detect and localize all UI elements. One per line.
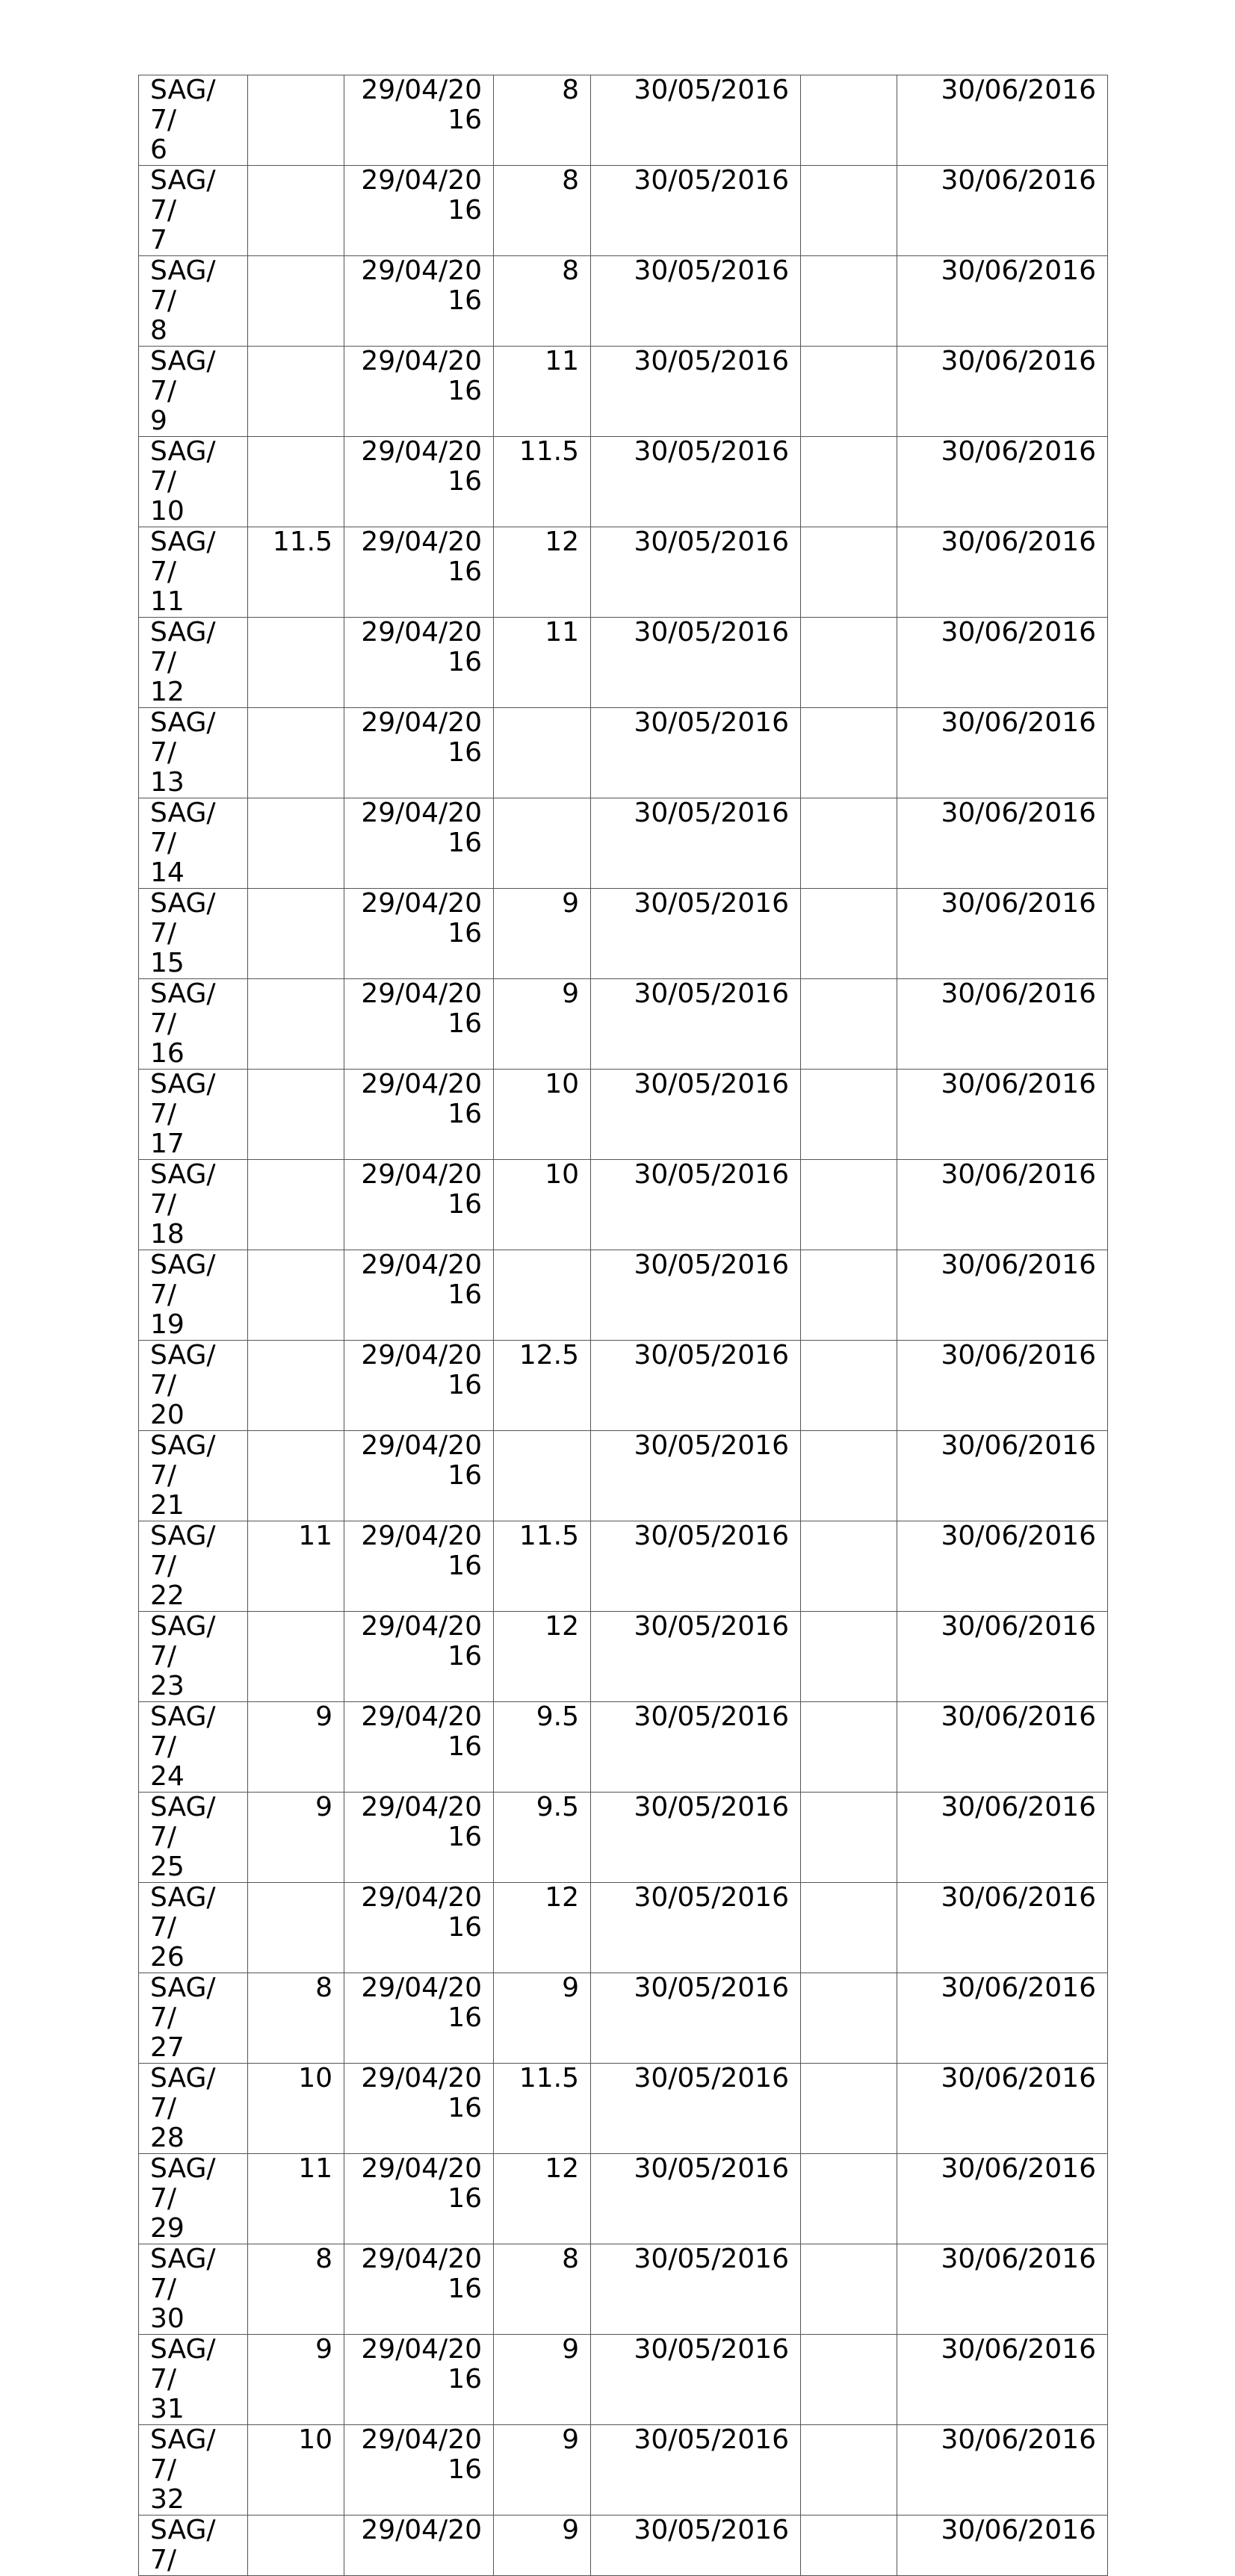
- cell-date-start: 29/04/20 16: [344, 527, 494, 618]
- cell-date-mid: 30/05/2016: [591, 1160, 801, 1250]
- cell-value-b: 9: [494, 2425, 591, 2516]
- table-row: [139, 1793, 1108, 1883]
- cell-date-mid: 30/05/2016: [591, 347, 801, 437]
- table-row: [139, 979, 1108, 1070]
- table-row: [139, 1250, 1108, 1341]
- cell-empty: [801, 979, 897, 1070]
- cell-id: SAG/7/ 7: [139, 166, 248, 256]
- cell-date-mid: 30/05/2016: [591, 798, 801, 889]
- cell-id: SAG/7/ 9: [139, 347, 248, 437]
- cell-date-mid: 30/05/2016: [591, 979, 801, 1070]
- cell-date-end: 30/06/2016: [897, 2335, 1108, 2425]
- cell-date-mid: 30/05/2016: [591, 1070, 801, 1160]
- cell-date-end: 30/06/2016: [897, 708, 1108, 798]
- table-row: [139, 889, 1108, 979]
- cell-value-a: [248, 437, 344, 527]
- cell-date-mid: 30/05/2016: [591, 1702, 801, 1793]
- cell-date-end: 30/06/2016: [897, 889, 1108, 979]
- cell-date-start: 29/04/20 16: [344, 256, 494, 347]
- cell-value-b: [494, 798, 591, 889]
- cell-date-start: 29/04/20 16: [344, 1883, 494, 1973]
- cell-value-b: [494, 1250, 591, 1341]
- cell-value-a: [248, 1612, 344, 1702]
- cell-empty: [801, 1341, 897, 1431]
- cell-date-end: 30/06/2016: [897, 166, 1108, 256]
- cell-id: SAG/7/ 30: [139, 2244, 248, 2335]
- cell-value-a: [248, 347, 344, 437]
- cell-value-b: 12: [494, 2154, 591, 2244]
- cell-date-start: 29/04/20 16: [344, 798, 494, 889]
- cell-empty: [801, 2244, 897, 2335]
- cell-date-end: 30/06/2016: [897, 256, 1108, 347]
- cell-date-end: 30/06/2016: [897, 527, 1108, 618]
- cell-date-mid: 30/05/2016: [591, 1612, 801, 1702]
- cell-date-start: 29/04/20 16: [344, 1612, 494, 1702]
- table-row: [139, 1883, 1108, 1973]
- cell-date-mid: 30/05/2016: [591, 618, 801, 708]
- cell-id: SAG/7/ 24: [139, 1702, 248, 1793]
- cell-value-b: 9.5: [494, 1702, 591, 1793]
- cell-value-a: 8: [248, 2244, 344, 2335]
- cell-value-b: 12: [494, 527, 591, 618]
- cell-value-b: 10: [494, 1070, 591, 1160]
- cell-date-start: 29/04/20 16: [344, 1341, 494, 1431]
- cell-date-mid: 30/05/2016: [591, 708, 801, 798]
- cell-id: SAG/7/ 14: [139, 798, 248, 889]
- cell-date-end: 30/06/2016: [897, 1250, 1108, 1341]
- cell-empty: [801, 1702, 897, 1793]
- table-row: [139, 437, 1108, 527]
- cell-empty: [801, 1793, 897, 1883]
- cell-value-b: 8: [494, 256, 591, 347]
- cell-value-b: 10: [494, 1160, 591, 1250]
- cell-date-start: 29/04/20 16: [344, 708, 494, 798]
- cell-value-a: [248, 2516, 344, 2576]
- cell-date-end: 30/06/2016: [897, 1612, 1108, 1702]
- table-row: [139, 2064, 1108, 2154]
- cell-date-start: 29/04/20 16: [344, 889, 494, 979]
- cell-date-start: 29/04/20 16: [344, 1973, 494, 2064]
- cell-id: SAG/7/ 11: [139, 527, 248, 618]
- cell-empty: [801, 2516, 897, 2576]
- cell-date-end: 30/06/2016: [897, 1160, 1108, 1250]
- cell-id: SAG/7/ 27: [139, 1973, 248, 2064]
- table-row: [139, 1973, 1108, 2064]
- cell-value-b: 11.5: [494, 2064, 591, 2154]
- cell-empty: [801, 1250, 897, 1341]
- cell-value-a: [248, 1341, 344, 1431]
- cell-value-a: 11: [248, 1521, 344, 1612]
- cell-date-mid: 30/05/2016: [591, 889, 801, 979]
- cell-date-mid: 30/05/2016: [591, 1793, 801, 1883]
- table-row: [139, 2516, 1108, 2576]
- cell-date-end: 30/06/2016: [897, 75, 1108, 166]
- cell-id: SAG/7/ 6: [139, 75, 248, 166]
- cell-date-start: 29/04/20 16: [344, 1431, 494, 1521]
- cell-date-start: 29/04/20 16: [344, 437, 494, 527]
- table-row: [139, 1702, 1108, 1793]
- cell-value-a: 10: [248, 2064, 344, 2154]
- cell-value-b: 9: [494, 979, 591, 1070]
- cell-value-b: 11.5: [494, 437, 591, 527]
- cell-id: SAG/7/ 10: [139, 437, 248, 527]
- cell-value-a: [248, 1160, 344, 1250]
- cell-value-b: [494, 708, 591, 798]
- cell-date-end: 30/06/2016: [897, 347, 1108, 437]
- cell-date-mid: 30/05/2016: [591, 1431, 801, 1521]
- cell-date-start: 29/04/20 16: [344, 1070, 494, 1160]
- cell-value-a: [248, 75, 344, 166]
- cell-date-end: 30/06/2016: [897, 2244, 1108, 2335]
- cell-value-a: [248, 166, 344, 256]
- cell-id: SAG/7/ 20: [139, 1341, 248, 1431]
- cell-value-a: 9: [248, 1793, 344, 1883]
- cell-id: SAG/7/ 19: [139, 1250, 248, 1341]
- cell-empty: [801, 527, 897, 618]
- cell-date-end: 30/06/2016: [897, 1431, 1108, 1521]
- cell-date-end: 30/06/2016: [897, 1070, 1108, 1160]
- cell-id: SAG/7/ 18: [139, 1160, 248, 1250]
- table-row: [139, 1431, 1108, 1521]
- cell-date-mid: 30/05/2016: [591, 166, 801, 256]
- cell-empty: [801, 2154, 897, 2244]
- cell-value-a: [248, 1431, 344, 1521]
- cell-date-start: 29/04/20 16: [344, 1702, 494, 1793]
- cell-id: SAG/7/ 8: [139, 256, 248, 347]
- cell-id: SAG/7/ 22: [139, 1521, 248, 1612]
- table-row: [139, 1612, 1108, 1702]
- cell-empty: [801, 166, 897, 256]
- cell-value-b: 9: [494, 2516, 591, 2576]
- cell-empty: [801, 347, 897, 437]
- cell-id: SAG/7/: [139, 2516, 248, 2576]
- cell-date-start: 29/04/20 16: [344, 2154, 494, 2244]
- cell-id: SAG/7/ 15: [139, 889, 248, 979]
- cell-date-mid: 30/05/2016: [591, 1250, 801, 1341]
- cell-date-end: 30/06/2016: [897, 2425, 1108, 2516]
- data-table: [138, 75, 1108, 2576]
- cell-date-start: 29/04/20: [344, 2516, 494, 2576]
- cell-date-end: 30/06/2016: [897, 437, 1108, 527]
- cell-value-b: 11: [494, 347, 591, 437]
- cell-empty: [801, 708, 897, 798]
- cell-empty: [801, 256, 897, 347]
- table-row: [139, 708, 1108, 798]
- cell-empty: [801, 889, 897, 979]
- cell-empty: [801, 1612, 897, 1702]
- table-row: [139, 2244, 1108, 2335]
- table-row: [139, 2425, 1108, 2516]
- cell-id: SAG/7/ 17: [139, 1070, 248, 1160]
- table-row: [139, 1070, 1108, 1160]
- table-row: [139, 2335, 1108, 2425]
- cell-empty: [801, 1521, 897, 1612]
- table-row: [139, 527, 1108, 618]
- cell-date-end: 30/06/2016: [897, 798, 1108, 889]
- cell-date-start: 29/04/20 16: [344, 166, 494, 256]
- cell-value-b: 12: [494, 1612, 591, 1702]
- cell-value-a: [248, 889, 344, 979]
- cell-value-b: 11.5: [494, 1521, 591, 1612]
- cell-date-start: 29/04/20 16: [344, 2244, 494, 2335]
- cell-date-mid: 30/05/2016: [591, 1973, 801, 2064]
- cell-empty: [801, 1973, 897, 2064]
- cell-date-mid: 30/05/2016: [591, 256, 801, 347]
- cell-id: SAG/7/ 29: [139, 2154, 248, 2244]
- cell-id: SAG/7/ 16: [139, 979, 248, 1070]
- cell-id: SAG/7/ 32: [139, 2425, 248, 2516]
- cell-value-a: [248, 979, 344, 1070]
- cell-value-a: 10: [248, 2425, 344, 2516]
- cell-id: SAG/7/ 13: [139, 708, 248, 798]
- cell-date-mid: 30/05/2016: [591, 1341, 801, 1431]
- cell-value-b: 9: [494, 1973, 591, 2064]
- cell-date-end: 30/06/2016: [897, 2154, 1108, 2244]
- cell-value-b: 9.5: [494, 1793, 591, 1883]
- cell-date-start: 29/04/20 16: [344, 618, 494, 708]
- table-row: [139, 75, 1108, 166]
- cell-date-end: 30/06/2016: [897, 1973, 1108, 2064]
- cell-empty: [801, 1160, 897, 1250]
- table-row: [139, 1521, 1108, 1612]
- cell-value-a: 9: [248, 2335, 344, 2425]
- cell-date-end: 30/06/2016: [897, 618, 1108, 708]
- table-row: [139, 1341, 1108, 1431]
- cell-value-a: [248, 618, 344, 708]
- cell-value-a: 9: [248, 1702, 344, 1793]
- cell-date-end: 30/06/2016: [897, 2064, 1108, 2154]
- cell-date-mid: 30/05/2016: [591, 2516, 801, 2576]
- cell-date-end: 30/06/2016: [897, 1521, 1108, 1612]
- table-row: [139, 256, 1108, 347]
- cell-value-b: 8: [494, 2244, 591, 2335]
- cell-id: SAG/7/ 28: [139, 2064, 248, 2154]
- cell-date-mid: 30/05/2016: [591, 527, 801, 618]
- cell-value-b: 8: [494, 75, 591, 166]
- cell-value-a: [248, 1250, 344, 1341]
- cell-id: SAG/7/ 26: [139, 1883, 248, 1973]
- cell-value-a: [248, 1070, 344, 1160]
- cell-date-end: 30/06/2016: [897, 979, 1108, 1070]
- cell-empty: [801, 75, 897, 166]
- cell-date-start: 29/04/20 16: [344, 1521, 494, 1612]
- cell-date-mid: 30/05/2016: [591, 1521, 801, 1612]
- cell-empty: [801, 437, 897, 527]
- cell-date-start: 29/04/20 16: [344, 1250, 494, 1341]
- cell-empty: [801, 618, 897, 708]
- cell-value-b: 12: [494, 1883, 591, 1973]
- cell-value-b: 12.5: [494, 1341, 591, 1431]
- cell-value-b: 9: [494, 2335, 591, 2425]
- cell-value-a: [248, 798, 344, 889]
- cell-value-b: 8: [494, 166, 591, 256]
- cell-date-mid: 30/05/2016: [591, 1883, 801, 1973]
- table-row: [139, 347, 1108, 437]
- cell-date-mid: 30/05/2016: [591, 75, 801, 166]
- cell-date-mid: 30/05/2016: [591, 2425, 801, 2516]
- cell-value-b: [494, 1431, 591, 1521]
- cell-empty: [801, 1070, 897, 1160]
- table-row: [139, 166, 1108, 256]
- cell-empty: [801, 1883, 897, 1973]
- cell-id: SAG/7/ 23: [139, 1612, 248, 1702]
- table-row: [139, 2154, 1108, 2244]
- cell-id: SAG/7/ 31: [139, 2335, 248, 2425]
- cell-date-start: 29/04/20 16: [344, 347, 494, 437]
- cell-id: SAG/7/ 21: [139, 1431, 248, 1521]
- cell-id: SAG/7/ 12: [139, 618, 248, 708]
- cell-empty: [801, 2064, 897, 2154]
- cell-date-start: 29/04/20 16: [344, 1160, 494, 1250]
- cell-value-b: 11: [494, 618, 591, 708]
- cell-date-mid: 30/05/2016: [591, 2244, 801, 2335]
- cell-empty: [801, 2335, 897, 2425]
- cell-value-b: 9: [494, 889, 591, 979]
- cell-empty: [801, 2425, 897, 2516]
- cell-date-end: 30/06/2016: [897, 1793, 1108, 1883]
- cell-date-end: 30/06/2016: [897, 1883, 1108, 1973]
- table-row: [139, 1160, 1108, 1250]
- cell-date-start: 29/04/20 16: [344, 2425, 494, 2516]
- cell-date-start: 29/04/20 16: [344, 979, 494, 1070]
- cell-date-mid: 30/05/2016: [591, 2154, 801, 2244]
- table-row: [139, 618, 1108, 708]
- cell-value-a: [248, 708, 344, 798]
- cell-value-a: [248, 1883, 344, 1973]
- cell-empty: [801, 798, 897, 889]
- cell-date-end: 30/06/2016: [897, 1702, 1108, 1793]
- cell-value-a: 8: [248, 1973, 344, 2064]
- cell-date-mid: 30/05/2016: [591, 437, 801, 527]
- cell-date-start: 29/04/20 16: [344, 1793, 494, 1883]
- cell-value-a: [248, 256, 344, 347]
- cell-date-mid: 30/05/2016: [591, 2064, 801, 2154]
- cell-date-start: 29/04/20 16: [344, 75, 494, 166]
- cell-date-start: 29/04/20 16: [344, 2064, 494, 2154]
- cell-date-start: 29/04/20 16: [344, 2335, 494, 2425]
- table-row: [139, 798, 1108, 889]
- table-body: [139, 75, 1108, 2576]
- cell-value-a: 11: [248, 2154, 344, 2244]
- cell-date-mid: 30/05/2016: [591, 2335, 801, 2425]
- cell-id: SAG/7/ 25: [139, 1793, 248, 1883]
- cell-date-end: 30/06/2016: [897, 1341, 1108, 1431]
- cell-empty: [801, 1431, 897, 1521]
- cell-value-a: 11.5: [248, 527, 344, 618]
- cell-date-end: 30/06/2016: [897, 2516, 1108, 2576]
